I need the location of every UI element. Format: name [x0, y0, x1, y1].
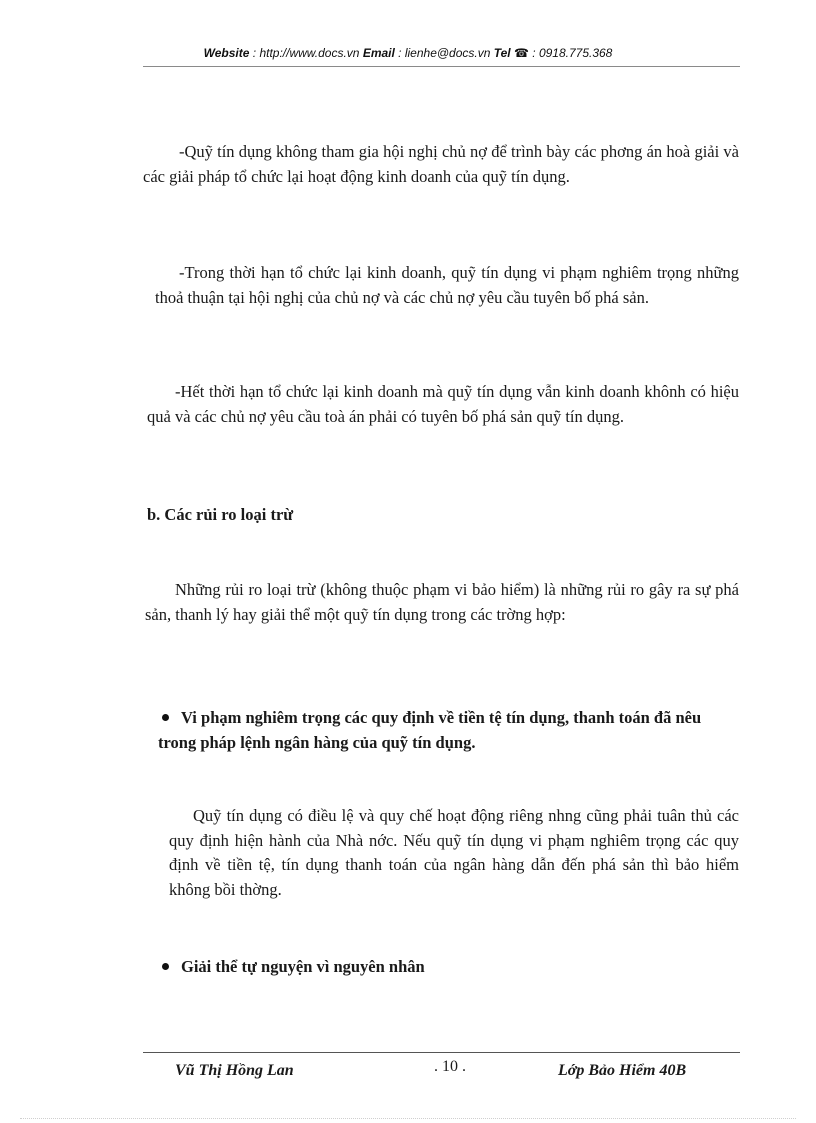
- email-value: : lienhe@docs.vn: [394, 46, 494, 60]
- bullet-item-2: [158, 955, 740, 980]
- paragraph-2: -Trong thời hạn tổ chức lại kinh doanh, quỹ tín dụng vi phạm nghiêm trọng những thoả thuận tại hội nghị của chủ nợ và các chủ nợ yêu cầu tuyên bố phá sản.: [155, 263, 739, 307]
- paragraph-4: Những rủi ro loại trừ (không thuộc phạm vi bảo hiểm) là những rủi ro gây ra sự phá sản, thanh lý hay giải thể một quỹ tín dụng trong các trờng hợp:: [145, 580, 739, 624]
- website-value: : http://www.docs.vn: [249, 46, 363, 60]
- bullet-dot-icon: [162, 963, 169, 970]
- page-header: [0, 46, 816, 60]
- bullet-item-1-text: Vi phạm nghiêm trọng các quy định về tiền tệ tín dụng, thanh toán đã nêu trong pháp lệnh ngân hàng của quỹ tín dụng.: [158, 708, 702, 752]
- bullet-item-1: [158, 706, 740, 755]
- paragraph-1: -Quỹ tín dụng không tham gia hội nghị chủ nợ để trình bày các phơng án hoà giải và các giải pháp tổ chức lại hoạt động kinh doanh của quỹ tín dụng.: [143, 142, 739, 186]
- tel-value: : 0918.775.368: [528, 46, 613, 60]
- section-heading-b: b. Các rủi ro loại trừ: [147, 505, 294, 524]
- bullet-dot-icon: [162, 714, 169, 721]
- header-divider: [143, 66, 740, 67]
- page-edge-divider: [20, 1118, 796, 1119]
- tel-label: Tel ☎: [493, 46, 529, 60]
- paragraph-5: Quỹ tín dụng có điều lệ và quy chế hoạt động riêng nhng cũng phải tuân thủ các quy định hiện hành của Nhà nớc. Nếu quỹ tín dụng vi phạm nghiêm trọng các quy định về tiền tệ, tín dụng thanh toán của ngân hàng dẫn đến phá sản thì bảo hiểm không bồi thờng.: [169, 806, 739, 899]
- footer-class: Lớp Bảo Hiểm 40B: [558, 1062, 687, 1079]
- footer-divider: [143, 1052, 740, 1053]
- page-number: . 10 .: [434, 1058, 466, 1075]
- bullet-item-2-text: Giải thể tự nguyện vì nguyên nhân: [181, 957, 425, 976]
- email-label: Email: [362, 46, 395, 60]
- paragraph-3: -Hết thời hạn tổ chức lại kinh doanh mà quỹ tín dụng vẫn kinh doanh khônh có hiệu quả và các chủ nợ yêu cầu toà án phải có tuyên bố phá sản quỹ tín dụng.: [147, 382, 739, 426]
- website-label: Website: [203, 46, 250, 60]
- footer-author: Vũ Thị Hồng Lan: [175, 1062, 294, 1079]
